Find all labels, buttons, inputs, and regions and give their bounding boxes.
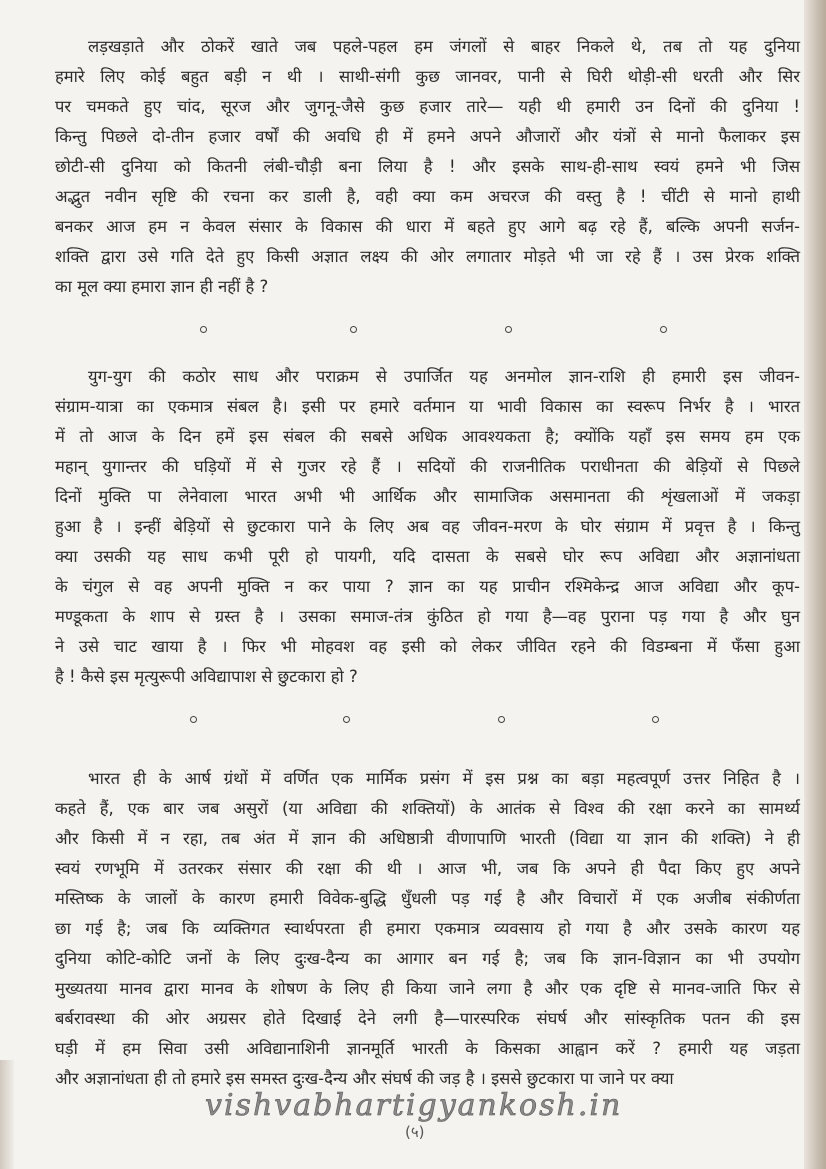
separator-dot	[498, 716, 505, 723]
page-edge-shadow	[804, 0, 826, 1169]
section-separator	[0, 716, 826, 728]
paragraph-3-line: घड़ी में हम सिवा उसी अविद्यानाशिनी ज्ञानमूर्ति भारती के किसका आह्वान करें ? हमारी यह जड़ता	[55, 1039, 800, 1058]
separator-dot	[350, 326, 357, 333]
paragraph-1-line: बनकर आज हम न केवल संसार के विकास की धारा में बहते हुए आगे बढ़ रहे हैं, बल्कि अपनी सर्जन-	[55, 217, 800, 236]
paragraph-1-line: हमारे लिए कोई बहुत बड़ी न थी । साथी-संगी कुछ जानवर, पानी से घिरी थोड़ी-सी धरती और सिर	[55, 67, 801, 86]
separator-dot	[343, 716, 350, 723]
paragraph-2-line: ने उसे चाट खाया है । फिर भी मोहवश वह इसी को लेकर जीवित रहने की विडम्बना में फँसा हुआ	[55, 637, 800, 656]
paragraph-3-line: स्वयं रणभूमि में उतरकर संसार की रक्षा की थी । आज भी, जब कि अपने ही पैदा किए हुए अपने	[55, 859, 800, 878]
paragraph-2-line: महान् युगान्तर की घड़ियों में से गुजर रहे हैं । सदियों की राजनीतिक पराधीनता की बेड़ियों से पिछले	[55, 457, 800, 476]
paragraph-3-line: और किसी में न रहा, तब अंत में ज्ञान की अधिष्ठात्री वीणापाणि भारती (विद्या या ज्ञान की शक्ति) ने ही	[55, 829, 800, 848]
section-separator	[0, 326, 826, 338]
paragraph-3-line: मस्तिष्क के जालों के कारण हमारी विवेक-बुद्धि धुँधली पड़ गई है और विचारों में एक अजीब संकीर्णता	[55, 889, 800, 908]
paragraph-2-line: के चंगुल से वह अपनी मुक्ति न कर पाया ? ज्ञान का यह प्राचीन रश्मिकेन्द्र आज अविद्या और कूप-	[55, 577, 800, 596]
separator-dot	[505, 326, 512, 333]
paragraph-2-line: संग्राम-यात्रा का एकमात्र संबल है। इसी पर हमारे वर्तमान या भावी विकास का स्वरूप निर्भर है । भारत	[55, 397, 800, 416]
paragraph-2-line: युग-युग की कठोर साध और पराक्रम से उपार्जित यह अनमोल ज्ञान-राशि ही हमारी इस जीवन-	[88, 367, 800, 386]
paragraph-1-line: का मूल क्या हमारा ज्ञान ही नहीं है ?	[55, 277, 269, 296]
paragraph-1-line: लड़खड़ाते और ठोकरें खाते जब पहले-पहल हम जंगलों से बाहर निकले थे, तब तो यह दुनिया	[88, 37, 800, 56]
paragraph-1-line: शक्ति द्वारा उसे गति देते हुए किसी अज्ञात लक्ष्य की ओर लगातार मोड़ते भी जा रहे हैं । उस प्रेरक शक्ति	[55, 247, 800, 266]
paragraph-2-line: दिनों मुक्ति पा लेनेवाला भारत अभी भी आर्थिक और सामाजिक असमानता की शृंखलाओं में जकड़ा	[55, 487, 800, 506]
paragraph-1-line: अद्भुत नवीन सृष्टि की रचना कर डाली है, वही क्या कम अचरज की वस्तु है ! चींटी से मानो हाथी	[55, 187, 800, 206]
paragraph-2-line: मण्डूकता के शाप से ग्रस्त है । उसका समाज-तंत्र कुंठित हो गया है—वह पुराना पड़ गया है और घुन	[55, 607, 800, 626]
paragraph-3-line: छा गई है; जब कि व्यक्तिगत स्वार्थपरता ही हमारा एकमात्र व्यवसाय हो गया है और उसके कारण यह	[55, 919, 800, 938]
separator-dot	[652, 716, 659, 723]
separator-dot	[660, 326, 667, 333]
paragraph-3-line: भारत ही के आर्ष ग्रंथों में वर्णित एक मार्मिक प्रसंग में इस प्रश्न का बड़ा महत्वपूर्ण उत्तर निहित है ।	[88, 769, 800, 788]
paragraph-2-line: हुआ है । इन्हीं बेड़ियों से छुटकारा पाने के लिए अब वह जीवन-मरण के घोर संग्राम में प्रवृत्त है । किन्तु	[55, 517, 800, 536]
paragraph-2-line: क्या उसकी यह साध कभी पूरी हो पायगी, यदि दासता के सबसे घोर रूप अविद्या और अज्ञानांधता	[55, 547, 800, 566]
paragraph-1-line: किन्तु पिछले दो-तीन हजार वर्षों की अवधि ही में हमने अपने औजारों और यंत्रों से मानो फैलाकर इस	[55, 127, 800, 146]
paragraph-3-line: बर्बरावस्था की ओर अग्रसर होते दिखाई देने लगी है—पारस्परिक संघर्ष और सांस्कृतिक पतन की इस	[55, 1009, 800, 1028]
paragraph-2-line: में तो आज के दिन हमें इस संबल की सबसे अधिक आवश्यकता है; क्योंकि यहाँ इस समय हम एक	[55, 427, 800, 446]
paragraph-3-line: और अज्ञानांधता ही तो हमारे इस समस्त दुःख-दैन्य और संघर्ष की जड़ है । इससे छुटकारा पा जाने पर क्या	[55, 1069, 674, 1088]
paragraph-1-line: छोटी-सी दुनिया को कितनी लंबी-चौड़ी बना लिया है ! और इसके साथ-ही-साथ स्वयं हमने भी जिस	[55, 157, 800, 176]
paragraph-2-line: है ! कैसे इस मृत्युरूपी अविद्यापाश से छुटकारा हो ?	[55, 667, 358, 686]
page-number: (५)	[405, 1123, 425, 1141]
watermark: vishvabhartigyankosh.in	[205, 1088, 623, 1123]
paragraph-3-line: मुख्यतया मानव द्वारा मानव के शोषण के लिए ही किया जाने लगा है और एक दृष्टि से मानव-जाति फिर से	[55, 979, 800, 998]
separator-dot	[200, 326, 207, 333]
paragraph-3-line: कहते हैं, एक बार जब असुरों (या अविद्या की शक्तियों) के आतंक से विश्व की रक्षा करने का सामर्थ्य	[55, 799, 800, 818]
paragraph-3-line: दुनिया कोटि-कोटि जनों के लिए दुःख-दैन्य का आगार बन गई है; जब कि ज्ञान-विज्ञान का भी उपयोग	[55, 949, 800, 968]
paragraph-1-line: पर चमकते हुए चांद, सूरज और जुगनू-जैसे कुछ हजार तारे— यही थी हमारी उन दिनों की दुनिया !	[55, 97, 800, 116]
page-corner-shadow	[0, 1060, 14, 1169]
separator-dot	[190, 716, 197, 723]
